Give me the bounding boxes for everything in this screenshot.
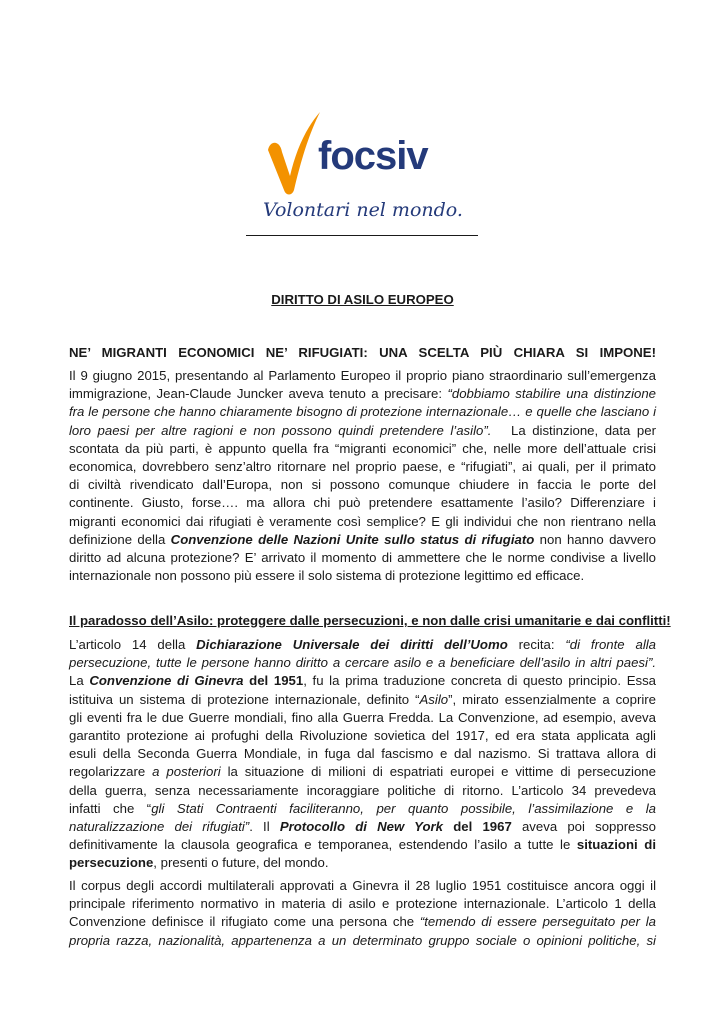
text-run: Asilo [419, 691, 449, 707]
logo-wordmark-fo: fo [318, 134, 354, 178]
text-line [69, 745, 656, 763]
divider [246, 235, 478, 236]
text-line [69, 763, 656, 781]
text-line [69, 932, 656, 950]
text-line [69, 836, 656, 854]
text-run: Protocollo di New York [279, 819, 444, 835]
text-line [69, 636, 656, 654]
text-run: infatti che “ [69, 800, 152, 816]
text-line [69, 654, 656, 672]
text-line [69, 727, 656, 745]
text-run: “dobbiamo stabilire una distinzione [447, 386, 657, 402]
text-run: continente. Giusto, forse…. ma allora chi può pretendere esattamente l’asilo? Differenziare i [69, 495, 656, 511]
text-run: principale riferimento normativo in materia di asilo e protezione internazionale. L’articolo 1 della [69, 896, 656, 912]
paragraph-3 [69, 877, 656, 950]
text-run: diritto ad alcuna protezione? E’ arrivato il momento di ammettere che le norme condivise a livello [69, 550, 656, 566]
focsiv-logo [262, 100, 482, 240]
text-run: “di fronte alla [565, 637, 657, 652]
text-run: migranti economici dai rifugiati è veramente così semplice? E gli individui che non rientrano nella [69, 513, 656, 529]
text-line [69, 403, 656, 421]
text-run: Convenzione delle Nazioni Unite sullo status di rifugiato [170, 531, 535, 547]
text-run: garantito protezione ai profughi della Rivoluzione sovietica del 1917, ed era stata applicata agli [69, 728, 656, 744]
text-run: immigrazione, Jean-Claude Juncker aveva tenuto a precisare: [69, 386, 443, 402]
text-run: la situazione di milioni di espatriati europei e vittime di persecuzione [227, 764, 656, 780]
text-run: Il corpus degli accordi multilaterali approvati a Ginevra il 28 luglio 1951 costituisce ancora oggi il [69, 878, 656, 893]
logo-wordmark [318, 134, 428, 179]
text-run: recita: [518, 637, 555, 652]
text-run: Il 9 giugno 2015, presentando al Parlamento Europeo il proprio piano straordinario sull’emergenza [69, 368, 656, 383]
text-line [69, 476, 656, 494]
text-run: del 1951 [249, 673, 304, 689]
text-line [69, 549, 656, 567]
text-line [69, 385, 656, 403]
text-line [69, 854, 656, 872]
text-run: economica, dovrebbero senz’altro ritornare nel proprio paese, e “rifugiati”, ai quali, per il primato [69, 459, 656, 475]
checkmark-logo-icon [262, 110, 322, 200]
text-line [69, 913, 656, 931]
text-line [69, 531, 656, 549]
text-line [69, 877, 656, 895]
section-heading-1: NE’ MIGRANTI ECONOMICI NE’ RIFUGIATI: UNA SCELTA PIÙ CHIARA SI IMPONE! [69, 345, 656, 360]
text-run: regolarizzare [69, 764, 146, 780]
text-line [69, 422, 656, 440]
text-run: non hanno davvero [539, 531, 656, 547]
text-run: propria razza, nazionalità, appartenenza a un determinato gruppo sociale o opinioni politiche, si [69, 932, 656, 948]
text-run: Convenzione di Ginevra [89, 673, 244, 689]
text-run: , presenti o future, del mondo. [153, 855, 329, 871]
text-line [69, 494, 656, 512]
text-line [69, 709, 656, 727]
text-run: gli Stati Contraenti faciliteranno, per quanto possibile, l’assimilazione e la [151, 800, 656, 816]
text-run: del 1967 [453, 819, 512, 835]
text-line [69, 513, 656, 531]
text-line [69, 367, 656, 385]
text-run: . Il [249, 819, 270, 835]
text-run: internazionale non possono più essere il solo sistema di protezione legittimo ed efficace. [69, 568, 585, 584]
text-run: ”, mirato essenzialmente a coprire [448, 691, 656, 707]
text-run: persecuzione, tutte le persone hanno diritto a cercare asilo e a beneficiare dell’asilo in altri paesi”. [69, 655, 656, 671]
text-run: “temendo di essere perseguitato per la [419, 914, 656, 930]
text-run: gli eventi fra le due Guerre mondiali, fino alla Guerra Fredda. La Convenzione, ad esempio, aveva [69, 709, 656, 725]
text-run: Convenzione definisce il rifugiato come una persona che [69, 914, 415, 930]
text-run: fra le persone che hanno chiaramente bisogno di protezione internazionale… e quelle che lasciano i [69, 404, 656, 420]
section-heading-2: Il paradosso dell’Asilo: proteggere dalle persecuzioni, e non dalle crisi umanitarie e dai conflitti! [69, 613, 671, 628]
text-run: della guerra, [69, 782, 147, 798]
text-run: situazioni di [576, 837, 657, 853]
text-line [69, 440, 656, 458]
text-run: , fu la prima traduzione concreta di questo principio. Essa [303, 673, 657, 689]
text-line [69, 567, 656, 585]
text-run: a posteriori [152, 764, 221, 780]
text-line [69, 800, 656, 818]
text-run: definitivamente la clausola geografica e temporanea, estendendo l’asilo a tutte le [69, 837, 571, 853]
text-run: esuli della Seconda Guerra Mondiale, in fuga dal fascismo e dal nazismo. Si trattava allora di [69, 746, 656, 762]
text-line [69, 782, 656, 800]
text-line [69, 895, 656, 913]
text-run: persecuzione [69, 855, 154, 871]
text-run: Dichiarazione Universale dei diritti dell’Uomo [196, 637, 508, 652]
text-line [69, 691, 656, 709]
text-run: senza necessariamente incoraggiare politiche di ritorno. L’articolo 34 prevedeva [154, 782, 656, 798]
text-run: La distinzione, data per [511, 422, 656, 438]
paragraph-1 [69, 367, 656, 585]
paragraph-2 [69, 636, 656, 873]
text-run: di civiltà rivendicato dall’Europa, non si possono comunque chiudere in faccia le porte del [69, 477, 656, 493]
text-run: definizione della [69, 531, 166, 547]
text-run: La [69, 673, 84, 689]
text-run: scontata da più parti, è appunto quella fra “migranti economici” che, nelle more dell’attuale crisi [69, 440, 656, 456]
text-line [69, 818, 656, 836]
text-run: naturalizzazione dei rifugiati” [69, 819, 250, 835]
text-line [69, 458, 656, 476]
text-run: L’articolo 14 della [69, 637, 186, 652]
text-run: aveva poi soppresso [521, 819, 656, 835]
logo-wordmark-csiv: csiv [353, 134, 428, 178]
logo-tagline: Volontari nel mondo. [263, 199, 463, 221]
text-run: loro paesi per altre ragioni e non possono quindi pretendere l’asilo”. [69, 422, 492, 438]
text-line [69, 672, 656, 690]
text-run: istituiva un sistema di protezione internazionale, definito “ [69, 691, 420, 707]
document-title: DIRITTO DI ASILO EUROPEO [271, 292, 454, 307]
